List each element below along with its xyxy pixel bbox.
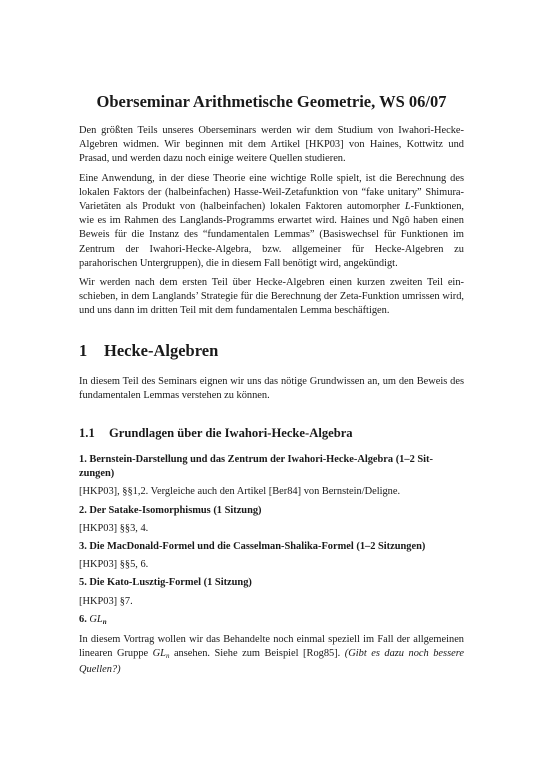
intro-paragraph-2-text-b: -Funktionen, wie es im Rahmen des Langlands-Programms erwartet wird. Haines und Ngô haben einen Beweis für die Instanz des “fundamentalen Lemmas” (Basiswechsel für Funktionen im Zentrum der Iwahori-Hecke-Algebra, bzw. allgemeiner für Hecke-Algebren zu parahorischen Untergruppen), die in diesem Fall benötigt wird, angekündigt. <box>79 201 464 269</box>
subsection-number: 1.1 <box>79 426 95 441</box>
talk-heading-3: 3. Die MacDonald-Formel und die Casselman-Shalika-Formel (1–2 Sitzungen) <box>79 541 426 553</box>
talk-6-text-a: In diesem Vortrag wollen wir das Behandelte noch einmal speziell im Fall der allgemeinen linearen Gruppe <box>79 634 464 660</box>
gl-n-inline-symbol: GL <box>152 648 166 660</box>
section-intro: In diesem Teil des Seminars eignen wir uns das nötige Grundwissen an, um den Beweis des fundamentalen Lemmas verstehen zu können. <box>79 375 464 401</box>
talk-6-number: 6. <box>79 613 87 625</box>
subsection-heading <box>79 425 464 441</box>
intro-paragraph-1: Den größten Teils unseres Oberseminars werden wir dem Studium von Iwahori-Hecke-Algebren widmen. Wir beginnen mit dem Artikel [HKP03] von Haines, Kottwitz und Prasad, und werden dazu noch einige weitere Quellen studieren. <box>79 125 464 165</box>
intro-paragraph-2-text-a: Eine Anwendung, in der diese Theorie eine wichtige Rolle spielt, ist die Berechnung des lokalen Faktors der (halbeinfachen) Hasse-Weil-Zetafunktion von “fake unitary” Shimura-Varietäten als Produkt von (halbeinfachen) lokalen Faktoren automorpher <box>79 172 464 213</box>
talk-reference-1: [HKP03], §§1,2. Vergleiche auch den Artikel [Ber84] von Bernstein/Deligne. <box>79 486 401 498</box>
gl-n-inline-subscript: n <box>165 652 170 661</box>
talk-6-text <box>79 633 464 678</box>
l-function-symbol: L <box>404 201 411 213</box>
gl-n-symbol: GL <box>89 613 103 625</box>
section-heading <box>79 341 464 361</box>
talk-reference-3: [HKP03] §§5, 6. <box>79 559 149 571</box>
document-title: Oberseminar Arithmetische Geometrie, WS 06/07 <box>96 92 447 111</box>
talk-reference-5: [HKP03] §7. <box>79 595 133 607</box>
intro-paragraph-3: Wir werden nach dem ersten Teil über Hecke-Algebren einen kurzen zweiten Teil einschieben, in dem Langlands’ Strategie für die Berechnung der Zeta-Funktion umrissen wird, und uns dann im dritten Teil mit dem fundamentalen Lemma beschäftigen. <box>79 277 464 317</box>
subsection-title: Grundlagen über die Iwahori-Hecke-Algebra <box>109 426 353 441</box>
talk-heading-6 <box>79 613 464 629</box>
talk-6-text-b: ansehen. Siehe zum Beispiel [Rog85]. <box>169 648 345 660</box>
gl-n-subscript: n <box>102 617 107 626</box>
section-title: Hecke-Algebren <box>104 340 219 360</box>
talk-6-question: (Gibt es dazu noch bessere Quellen?) <box>79 648 464 676</box>
section-number: 1 <box>79 340 88 360</box>
talk-heading-5: 5. Die Kato-Lusztig-Formel (1 Sitzung) <box>79 577 252 589</box>
talk-reference-2: [HKP03] §§3, 4. <box>79 522 149 534</box>
talk-heading-2: 2. Der Satake-Isomorphismus (1 Sitzung) <box>79 504 262 516</box>
talk-heading-1: 1. Bernstein-Darstellung und das Zentrum der Iwahori-Hecke-Algebra (1–2 Sitzungen) <box>79 454 433 480</box>
document-page <box>79 92 464 683</box>
intro-paragraph-2 <box>79 172 464 271</box>
